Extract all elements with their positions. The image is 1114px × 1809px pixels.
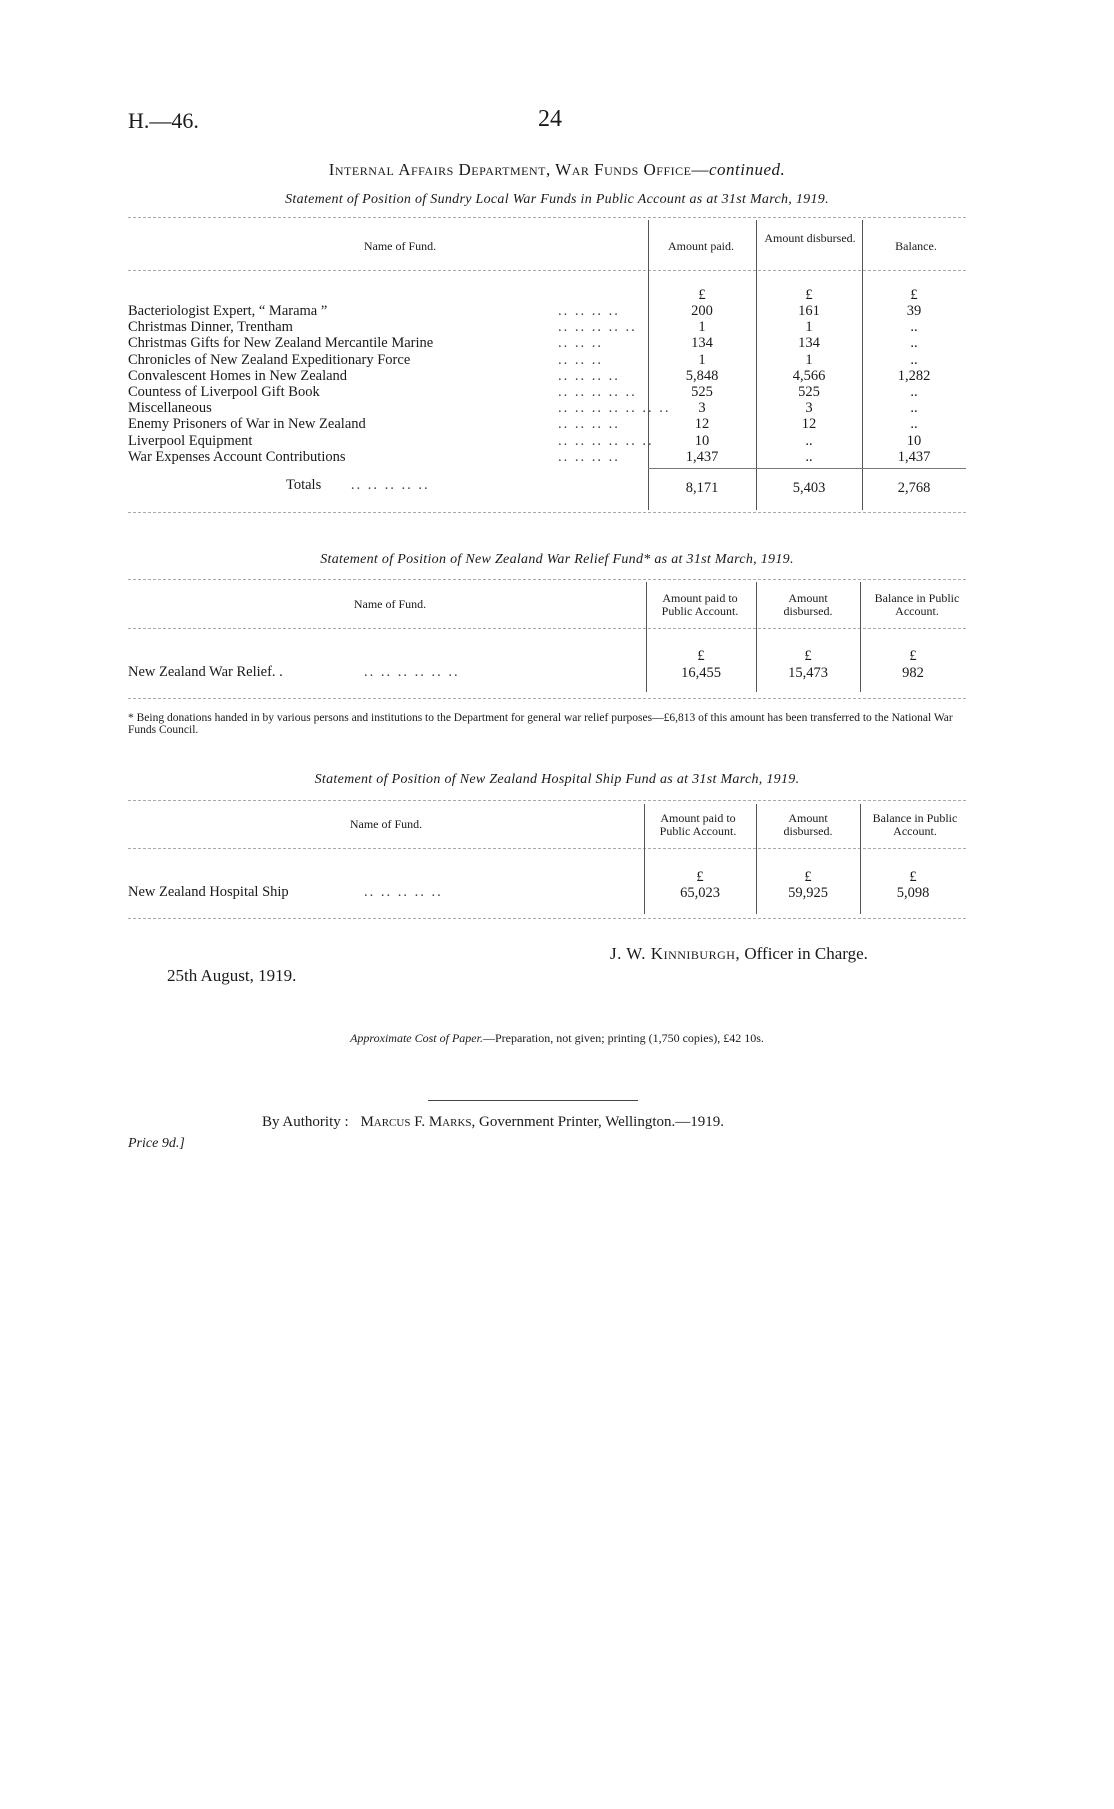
fund-name: Liverpool Equipment (128, 433, 253, 449)
table2-row (128, 664, 460, 681)
main-title-text: Internal Affairs Department, War Funds Office— (328, 160, 709, 179)
fund-name: Bacteriologist Expert, “ Marama ” (128, 303, 328, 319)
table1-disbursed-cell: 525 (798, 384, 820, 400)
leader-dots: .. .. .. .. (558, 449, 620, 465)
leader-dots: .. .. .. .. (558, 303, 620, 319)
currency-symbol: £ (805, 287, 813, 303)
table1-col-name: Name of Fund. (363, 239, 437, 253)
table3-row (128, 884, 443, 901)
fund-name: Countess of Liverpool Gift Book (128, 384, 320, 400)
table3-paid: 65,023 (680, 885, 720, 901)
authority-suffix: Government Printer, Wellington.—1919. (479, 1114, 724, 1130)
table1-row (128, 335, 603, 352)
table1-balance-cell: 1,437 (897, 449, 931, 465)
leader-dots: .. .. .. .. .. (364, 884, 443, 900)
table1-paid-cell: 10 (694, 433, 710, 449)
leader-dots: .. .. .. .. .. (350, 477, 430, 493)
table1-disbursed-cell: 1 (805, 352, 813, 368)
table1-row (128, 368, 620, 385)
table2-footnote: * Being donations handed in by various persons and institutions to the Department for general war relief purposes—£6,813 of this amount has been transferred to the National War Funds Council. (128, 712, 953, 736)
leader-dots: .. .. .. .. .. .. (558, 433, 654, 449)
fund-name: Enemy Prisoners of War in New Zealand (128, 416, 366, 432)
table1-paid-cell: 12 (694, 416, 710, 432)
table1-col-balance: Balance. (895, 239, 937, 253)
table2-top-rule (128, 579, 966, 580)
table1-disbursed-cell: 12 (801, 416, 817, 432)
table3-col-disbursed: Amount disbursed. (783, 811, 833, 838)
table1-balance-cell: .. (910, 384, 918, 400)
approximate-cost (0, 1031, 1114, 1046)
table1-bottom-rule (128, 512, 966, 513)
table1-row (128, 319, 637, 336)
table1-paid-cell: 134 (691, 335, 713, 351)
fund-name: Chronicles of New Zealand Expeditionary Force (128, 352, 411, 368)
leader-dots: .. .. .. .. .. (558, 319, 637, 335)
authority-prefix: By Authority : (262, 1114, 349, 1130)
table2-bottom-rule (128, 698, 966, 699)
price: Price 9d.] (128, 1136, 185, 1151)
table3-top-rule (128, 800, 966, 801)
leader-dots: .. .. .. .. (558, 416, 620, 432)
table1-balance-cell: 39 (906, 303, 922, 319)
currency-symbol: £ (697, 648, 705, 664)
table1-row (128, 400, 671, 417)
table1-disbursed-cell: 161 (798, 303, 820, 319)
signature (610, 944, 868, 964)
table1-paid-cell: 525 (691, 384, 713, 400)
leader-dots: .. .. .. .. .. (558, 384, 637, 400)
table1-disbursed-cell: .. (805, 433, 813, 449)
table3-disbursed: 59,925 (788, 885, 828, 901)
table1-balance-cell: .. (910, 335, 918, 351)
table3-col-name: Name of Fund. (349, 817, 423, 831)
table2-disbursed: 15,473 (788, 665, 828, 681)
fund-name: New Zealand War Relief. . (128, 664, 283, 680)
table1-disbursed-cell: 1 (805, 319, 813, 335)
table1-totals-label (286, 477, 430, 494)
table1-paid-cell: 1,437 (685, 449, 719, 465)
table2-col-name: Name of Fund. (353, 597, 427, 611)
fund-name: New Zealand Hospital Ship (128, 884, 289, 900)
table2-header-rule (128, 628, 966, 629)
table3-balance: 5,098 (896, 885, 930, 901)
table2-paid: 16,455 (681, 665, 721, 681)
leader-dots: .. .. .. .. .. .. (364, 664, 460, 680)
main-title-continued: continued. (708, 160, 786, 179)
page-number: 24 (538, 106, 562, 132)
table2-col-disbursed: Amount disbursed. (783, 591, 833, 618)
currency-symbol: £ (909, 869, 917, 885)
currency-symbol: £ (698, 287, 706, 303)
divider-rule (428, 1100, 638, 1101)
table1-balance-cell: 10 (906, 433, 922, 449)
fund-name: War Expenses Account Contributions (128, 449, 346, 465)
table3-col-balance: Balance in Public Account. (872, 811, 958, 838)
table1-balance-cell: .. (910, 352, 918, 368)
fund-name: Convalescent Homes in New Zealand (128, 368, 348, 384)
table1-row (128, 384, 637, 401)
main-title (0, 160, 1114, 180)
signatory-role: Officer in Charge. (744, 944, 868, 963)
printer-name: Marcus F. Marks, (360, 1114, 476, 1130)
leader-dots: .. .. .. (558, 352, 603, 368)
table3-bottom-rule (128, 918, 966, 919)
table1-title: Statement of Position of Sundry Local War Funds in Public Account as at 31st March, 1919. (285, 192, 829, 207)
currency-symbol: £ (696, 869, 704, 885)
table1-paid-cell: 200 (691, 303, 713, 319)
table1-balance-cell: .. (910, 319, 918, 335)
table1-row (128, 303, 620, 320)
table1-balance-cell: .. (910, 416, 918, 432)
table1-paid-cell: 3 (698, 400, 706, 416)
signatory-name: J. W. Kinniburgh, (610, 944, 741, 963)
table3-header-rule (128, 848, 966, 849)
currency-symbol: £ (910, 287, 918, 303)
table2-title: Statement of Position of New Zealand War Relief Fund* as at 31st March, 1919. (320, 552, 794, 567)
currency-symbol: £ (804, 648, 812, 664)
table1-total-disbursed: 5,403 (792, 480, 826, 496)
leader-dots: .. .. .. (558, 335, 603, 351)
table1-total-paid: 8,171 (685, 480, 719, 496)
table1-balance-cell: .. (910, 400, 918, 416)
authority-line (262, 1114, 724, 1131)
table1-col-disbursed: Amount disbursed. (764, 231, 856, 245)
fund-name: Christmas Dinner, Trentham (128, 319, 293, 335)
table1-disbursed-cell: 3 (805, 400, 813, 416)
table2-col-balance: Balance in Public Account. (874, 591, 960, 618)
table1-total-balance: 2,768 (897, 480, 931, 496)
table1-paid-cell: 1 (698, 352, 706, 368)
table1-balance-cell: 1,282 (897, 368, 931, 384)
table3-col-paid: Amount paid to Public Account. (659, 811, 737, 838)
approx-cost-text: —Preparation, not given; printing (1,750 copies), £42 10s. (482, 1031, 764, 1045)
table1-row (128, 449, 620, 466)
leader-dots: .. .. .. .. .. .. .. (558, 400, 671, 416)
table1-paid-cell: 5,848 (685, 368, 719, 384)
table1-paid-cell: 1 (698, 319, 706, 335)
table3-title: Statement of Position of New Zealand Hospital Ship Fund as at 31st March, 1919. (314, 772, 800, 787)
table1-row (128, 433, 654, 450)
table1-totals-rule (648, 468, 966, 469)
currency-symbol: £ (804, 869, 812, 885)
table1-row (128, 416, 620, 433)
document-date: 25th August, 1919. (167, 966, 297, 985)
table2-col-paid: Amount paid to Public Account. (661, 591, 739, 618)
leader-dots: .. .. .. .. (558, 368, 620, 384)
fund-name: Christmas Gifts for New Zealand Mercantile Marine (128, 335, 434, 351)
table1-disbursed-cell: 134 (798, 335, 820, 351)
table1-top-rule (128, 217, 966, 218)
table1-header-rule (128, 270, 966, 271)
table1-disbursed-cell: 4,566 (792, 368, 826, 384)
document-code: H.—46. (128, 108, 199, 133)
currency-symbol: £ (909, 648, 917, 664)
totals-label: Totals (286, 477, 322, 493)
table2-balance: 982 (902, 665, 924, 681)
table1-col-paid: Amount paid. (668, 239, 734, 253)
table1-row (128, 352, 603, 369)
approx-cost-label: Approximate Cost of Paper. (350, 1031, 483, 1045)
fund-name: Miscellaneous (128, 400, 212, 416)
table1-disbursed-cell: .. (805, 449, 813, 465)
